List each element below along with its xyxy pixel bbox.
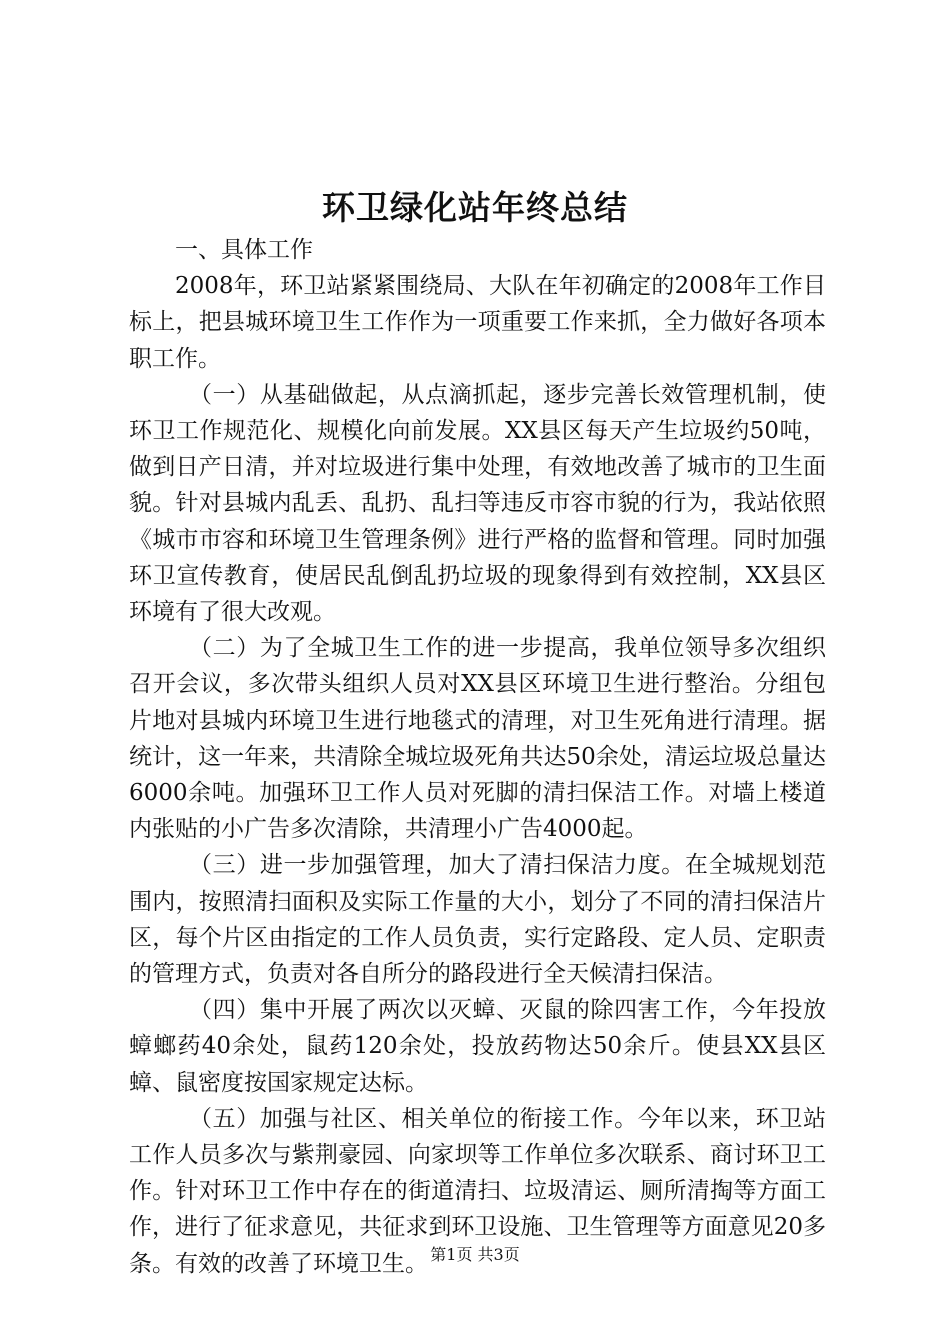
document-body	[129, 232, 826, 1282]
paragraph-item-1: （一）从基础做起，从点滴抓起，逐步完善长效管理机制，使环卫工作规范化、规模化向前发展。XX县区每天产生垃圾约50吨，做到日产日清，并对垃圾进行集中处理，有效地改善了城市的卫生面貌。针对县城内乱丢、乱扔、乱扫等违反市容市貌的行为，我站依照《城市市容和环境卫生管理条例》进行严格的监督和管理。同时加强环卫宣传教育，使居民乱倒乱扔垃圾的现象得到有效控制，XX县区环境有了很大改观。	[129, 381, 826, 626]
paragraph-item-2: （二）为了全城卫生工作的进一步提高，我单位领导多次组织召开会议，多次带头组织人员对XX县区环境卫生进行整治。分组包片地对县城内环境卫生进行地毯式的清理，对卫生死角进行清理。据统计，这一年来，共清除全城垃圾死角共达50余处，清运垃圾总量达6000余吨。加强环卫工作人员对死脚的清扫保洁工作。对墙上楼道内张贴的小广告多次清除，共清理小广告4000起。	[129, 635, 826, 843]
paragraph-item-4: （四）集中开展了两次以灭蟑、灭鼠的除四害工作，今年投放蟑螂药40余处，鼠药120余处，投放药物达50余斤。使县XX县区蟑、鼠密度按国家规定达标。	[129, 997, 826, 1096]
section-heading: 一、具体工作	[175, 237, 313, 263]
paragraph-item-3: （三）进一步加强管理，加大了清扫保洁力度。在全城规划范围内，按照清扫面积及实际工作量的大小，划分了不同的清扫保洁片区，每个片区由指定的工作人员负责，实行定路段、定人员、定职责的管理方式，负责对各自所分的路段进行全天候清扫保洁。	[129, 852, 826, 988]
page-footer: 第1页 共3页	[430, 1245, 520, 1264]
intro-paragraph: 2008年，环卫站紧紧围绕局、大队在年初确定的2008年工作目标上，把县城环境卫生工作作为一项重要工作来抓，全力做好各项本职工作。	[129, 273, 826, 372]
paragraph-item-5: （五）加强与社区、相关单位的衔接工作。今年以来，环卫站工作人员多次与紫荆豪园、向家坝等工作单位多次联系、商讨环卫工作。针对环卫工作中存在的街道清扫、垃圾清运、厕所清掏等方面工作，进行了征求意见，共征求到环卫设施、卫生管理等方面意见20多条。有效的改善了环境卫生。	[129, 1105, 826, 1277]
document-title: 环卫绿化站年终总结	[322, 188, 628, 227]
